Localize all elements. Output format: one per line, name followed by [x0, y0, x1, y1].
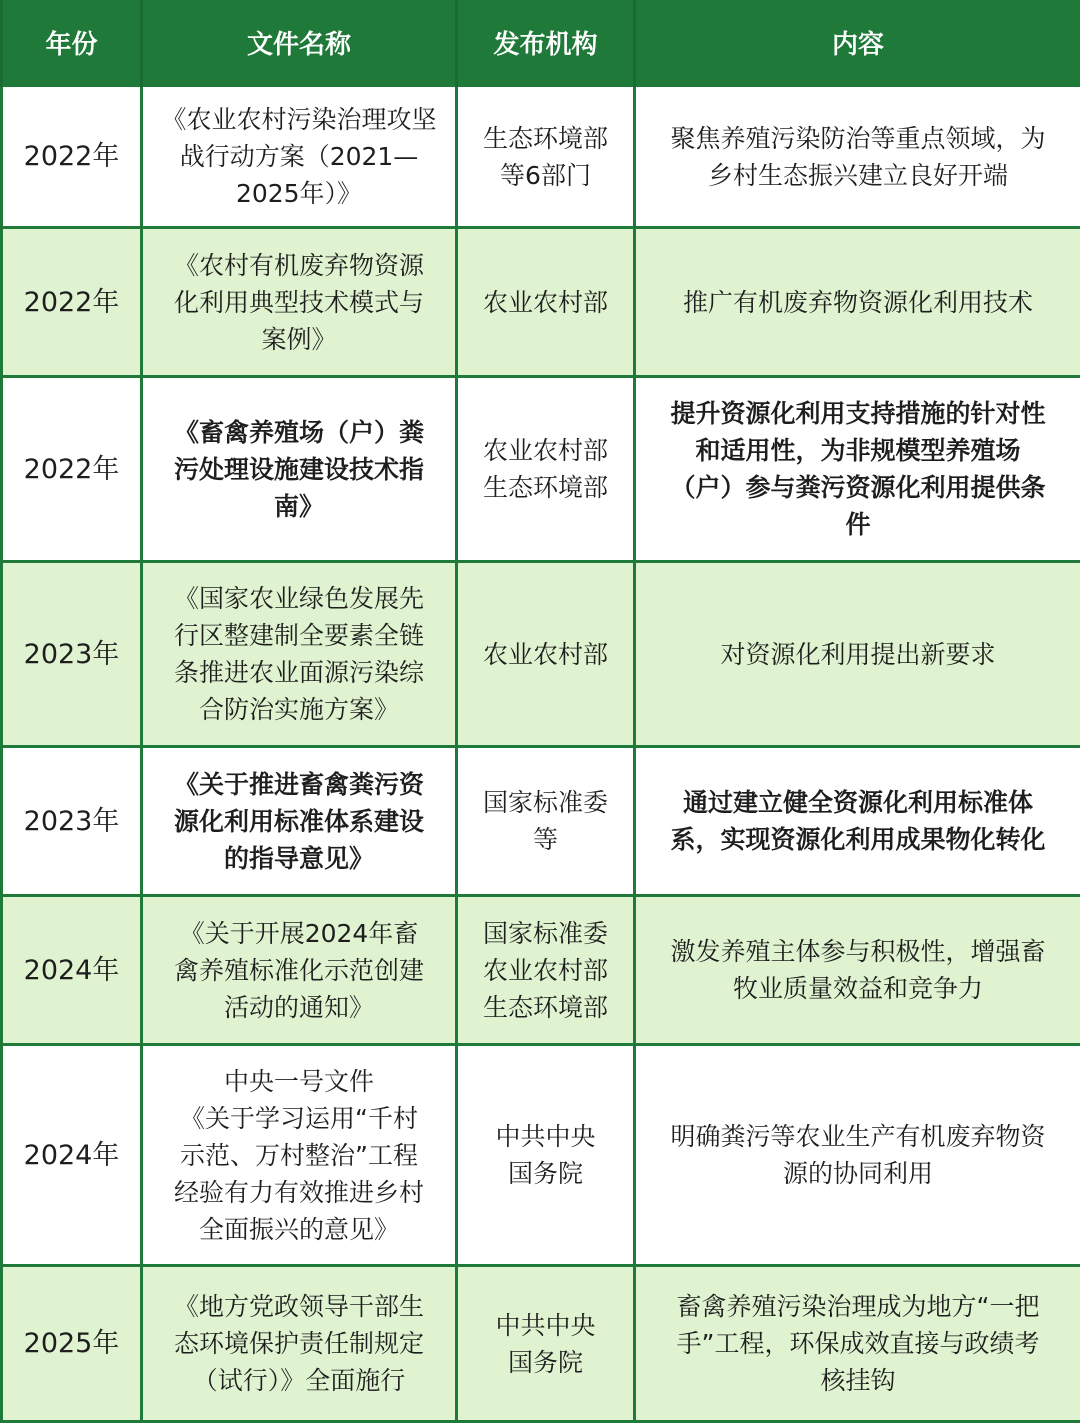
document-name-cell [142, 228, 457, 377]
year-cell: 2022年 [2, 377, 142, 562]
document-name-line: 《关于学习运用“千村 [180, 1103, 418, 1133]
agency-line: 农业农村部 [482, 436, 608, 465]
content-cell [635, 562, 1080, 747]
content-cell [635, 896, 1080, 1045]
document-name-line: 经验有力有效推进乡村 [173, 1177, 424, 1207]
document-name-cell [142, 1266, 457, 1422]
issuing-agency-cell [457, 377, 635, 562]
issuing-agency-cell [457, 228, 635, 377]
agency-line: 国家标准委 [482, 788, 608, 817]
table-row [2, 1045, 1080, 1266]
table-header-row [2, 0, 1080, 86]
table-row [2, 86, 1080, 228]
document-name-line: 中央一号文件 [223, 1066, 374, 1096]
document-name-line: 《国家农业绿色发展先 [173, 584, 424, 613]
document-name-line: 《畜禽养殖场（户）粪 [173, 417, 424, 447]
table-row [2, 747, 1080, 896]
header-content: 内容 [635, 0, 1080, 86]
issuing-agency-cell [457, 1045, 635, 1266]
year-cell: 2022年 [2, 228, 142, 377]
agency-line: 等 [532, 825, 558, 854]
content-line: 聚焦养殖污染防治等重点领域，为 [670, 123, 1046, 153]
year-cell: 2024年 [2, 1045, 142, 1266]
agency-line: 国家标准委 [482, 918, 608, 948]
document-name-cell [142, 377, 457, 562]
content-line: 推广有机废弃物资源化利用技术 [682, 287, 1033, 317]
document-name-line: 污处理设施建设技术指 [173, 454, 424, 484]
content-cell [635, 86, 1080, 228]
content-line: （户）参与粪污资源化利用提供条 [670, 473, 1046, 502]
agency-line: 国务院 [507, 1347, 583, 1377]
issuing-agency-cell [457, 747, 635, 896]
document-name-line: 2025年）》 [235, 179, 363, 208]
issuing-agency-cell [457, 896, 635, 1045]
document-name-line: 化利用典型技术模式与 [173, 287, 424, 317]
content-cell [635, 228, 1080, 377]
document-name-line: 条推进农业面源污染综 [173, 658, 424, 687]
table-row [2, 1266, 1080, 1422]
document-name-line: 禽养殖标准化示范创建 [173, 955, 424, 985]
year-cell: 2023年 [2, 747, 142, 896]
document-name-line: 态环境保护责任制规定 [173, 1329, 424, 1358]
document-name-line: （试行）》全面施行 [192, 1366, 406, 1395]
document-name-cell [142, 896, 457, 1045]
document-name-cell [142, 1045, 457, 1266]
header-year: 年份 [2, 0, 142, 86]
content-line: 激发养殖主体参与积极性，增强畜 [670, 937, 1046, 966]
table-row [2, 896, 1080, 1045]
agency-line: 中共中央 [495, 1310, 596, 1340]
table-row [2, 228, 1080, 377]
header-issuing-agency: 发布机构 [457, 0, 635, 86]
content-cell [635, 1045, 1080, 1266]
table-row [2, 377, 1080, 562]
content-line: 系，实现资源化利用成果物化转化 [670, 825, 1046, 854]
document-name-line: 源化利用标准体系建设 [173, 806, 424, 836]
issuing-agency-cell [457, 562, 635, 747]
document-name-line: 《关于开展2024年畜 [179, 918, 419, 948]
content-cell [635, 377, 1080, 562]
document-name-line: 南》 [273, 491, 324, 521]
header-document-name: 文件名称 [142, 0, 457, 86]
content-line: 手”工程，环保成效直接与政绩考 [676, 1329, 1040, 1358]
agency-line: 生态环境部 [482, 473, 608, 502]
content-line: 源的协同利用 [782, 1159, 933, 1188]
issuing-agency-cell [457, 86, 635, 228]
content-line: 牧业质量效益和竞争力 [732, 974, 983, 1003]
content-line: 明确粪污等农业生产有机废弃物资 [670, 1122, 1046, 1151]
document-name-line: 的指导意见》 [223, 843, 374, 873]
agency-line: 生态环境部 [482, 992, 608, 1022]
document-name-line: 示范、万村整治”工程 [180, 1140, 418, 1170]
content-line: 对资源化利用提出新要求 [720, 639, 996, 669]
agency-line: 农业农村部 [482, 955, 608, 985]
content-line: 提升资源化利用支持措施的针对性 [670, 399, 1046, 428]
issuing-agency-cell [457, 1266, 635, 1422]
document-name-cell [142, 86, 457, 228]
document-name-line: 行区整建制全要素全链 [173, 621, 424, 650]
table-row [2, 562, 1080, 747]
agency-line: 中共中央 [495, 1122, 596, 1151]
document-name-line: 案例》 [261, 324, 337, 354]
document-name-line: 《农业农村污染治理攻坚 [161, 105, 437, 134]
year-cell: 2024年 [2, 896, 142, 1045]
document-name-line: 《关于推进畜禽粪污资 [173, 769, 424, 799]
document-name-line: 《农村有机废弃物资源 [173, 250, 424, 280]
content-line: 乡村生态振兴建立良好开端 [707, 160, 1008, 190]
content-line: 件 [845, 510, 871, 539]
document-name-line: 战行动方案（2021— [179, 142, 419, 171]
document-name-line: 合防治实施方案》 [198, 695, 399, 724]
document-name-line: 《地方党政领导干部生 [173, 1292, 424, 1321]
year-cell: 2023年 [2, 562, 142, 747]
agency-line: 农业农村部 [482, 639, 608, 669]
content-line: 和适用性，为非规模型养殖场 [695, 436, 1021, 465]
agency-line: 生态环境部 [482, 123, 608, 153]
agency-line: 国务院 [507, 1159, 583, 1188]
document-name-line: 活动的通知》 [223, 992, 374, 1022]
document-name-line: 全面振兴的意见》 [198, 1214, 399, 1244]
document-name-cell [142, 562, 457, 747]
agency-line: 等6部门 [500, 160, 591, 190]
content-cell [635, 747, 1080, 896]
content-line: 通过建立健全资源化利用标准体 [682, 788, 1033, 817]
year-cell: 2025年 [2, 1266, 142, 1422]
document-name-cell [142, 747, 457, 896]
year-cell: 2022年 [2, 86, 142, 228]
agency-line: 农业农村部 [482, 287, 608, 317]
content-cell [635, 1266, 1080, 1422]
content-line: 畜禽养殖污染治理成为地方“一把 [676, 1292, 1040, 1321]
content-line: 核挂钩 [820, 1366, 896, 1395]
